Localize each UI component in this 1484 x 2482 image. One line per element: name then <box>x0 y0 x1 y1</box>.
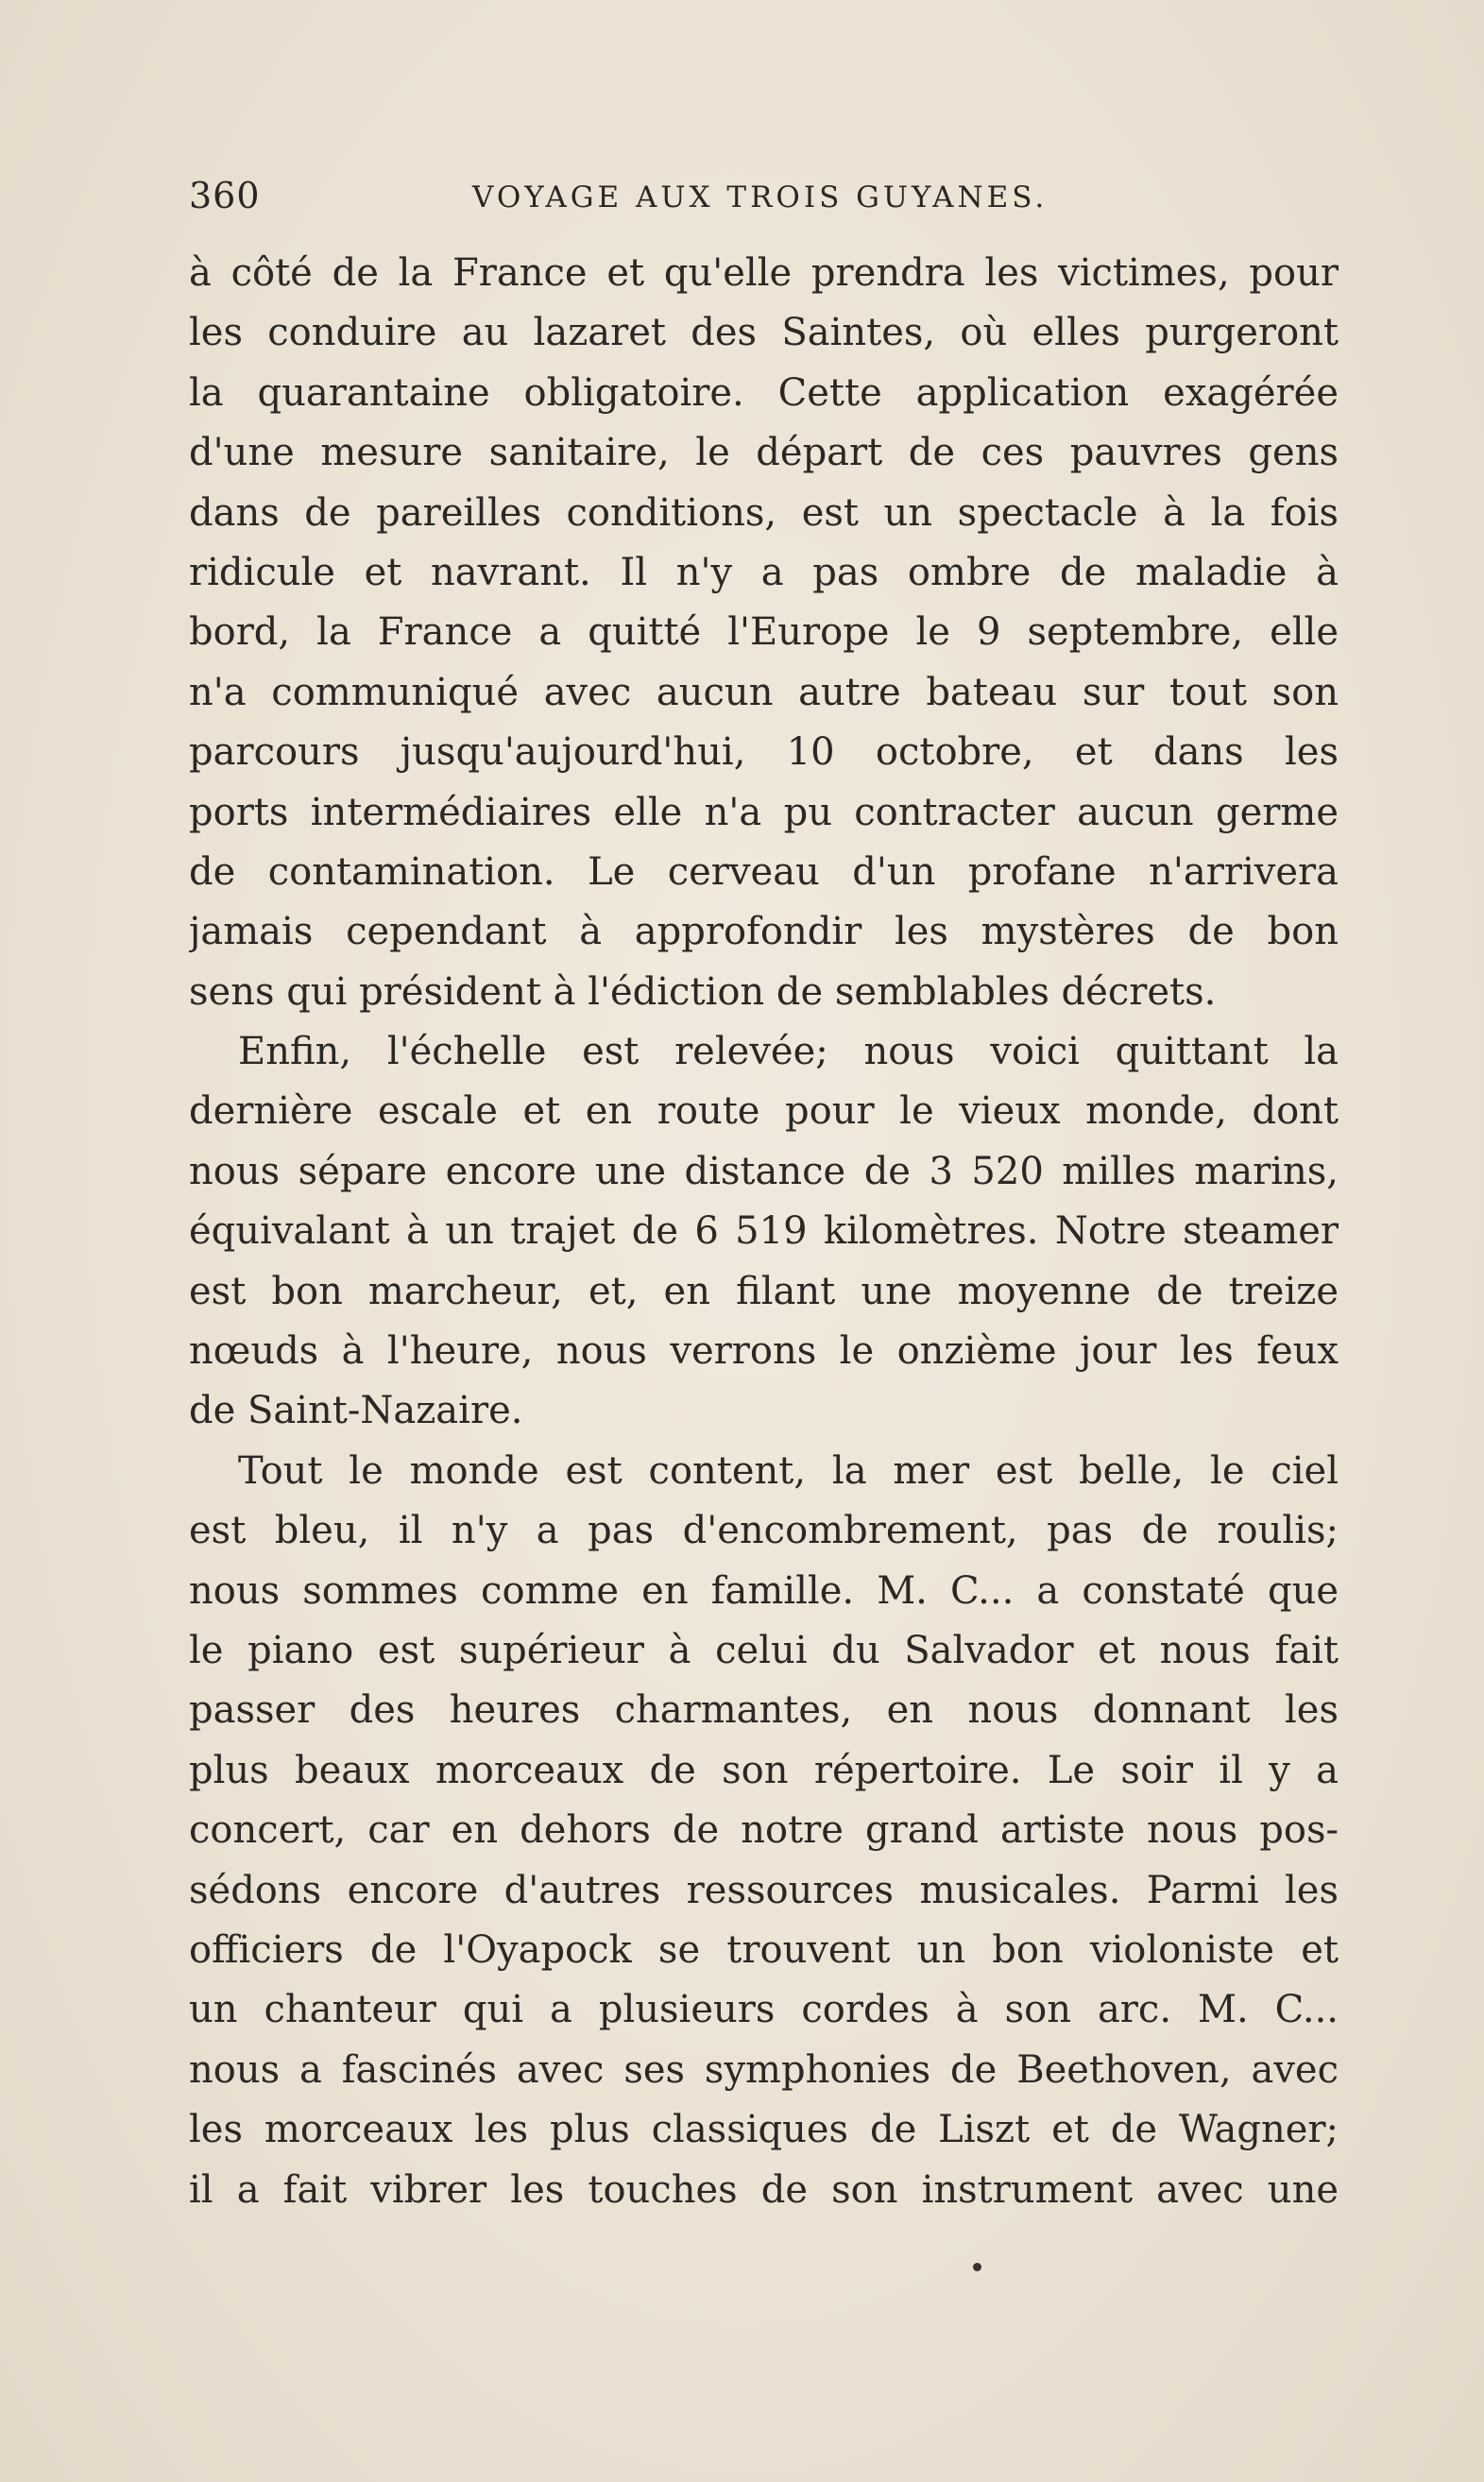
text-line: dans de pareilles conditions, est un spectacle à la fois <box>189 490 1339 535</box>
text-line: ridicule et navrant. Il n'y a pas ombre de maladie à <box>189 550 1339 594</box>
body-text <box>189 244 1339 2220</box>
text-line: parcours jusqu'aujourd'hui, 10 octobre, et dans les <box>189 730 1339 775</box>
text-line: il a fait vibrer les touches de son instrument avec une <box>189 2167 1339 2212</box>
text-line: est bon marcheur, et, en filant une moyenne de treize <box>189 1269 1339 1313</box>
running-title: VOYAGE AUX TROIS GUYANES. <box>472 180 1049 214</box>
text-line: sédons encore d'autres ressources musicales. Parmi les <box>189 1868 1339 1912</box>
text-line: le piano est supérieur à celui du Salvador et nous fait <box>189 1628 1339 1672</box>
text-line: un chanteur qui a plusieurs cordes à son arc. M. C... <box>189 1988 1339 2032</box>
text-line: est bleu, il n'y a pas d'encombrement, pas de roulis; <box>189 1509 1339 1553</box>
text-line: plus beaux morceaux de son répertoire. Le soir il y a <box>189 1748 1339 1792</box>
text-line: nœuds à l'heure, nous verrons le onzième jour les feux <box>189 1329 1339 1374</box>
page-number: 360 <box>189 175 261 216</box>
page-header <box>189 175 1339 231</box>
text-line: Enfin, l'échelle est relevée; nous voici quittant la <box>238 1030 1339 1074</box>
text-line: passer des heures charmantes, en nous donnant les <box>189 1688 1339 1733</box>
text-line: nous sépare encore une distance de 3 520 milles marins, <box>189 1149 1339 1193</box>
text-line: les morceaux les plus classiques de Liszt et de Wagner; <box>189 2108 1339 2152</box>
text-line: de Saint-Nazaire. <box>189 1389 523 1433</box>
text-line: équivalant à un trajet de 6 519 kilomètres. Notre steamer <box>189 1209 1339 1254</box>
text-line: à côté de la France et qu'elle prendra les victimes, pour <box>189 251 1339 295</box>
text-line: la quarantaine obligatoire. Cette application exagérée <box>189 370 1339 415</box>
text-line: concert, car en dehors de notre grand artiste nous pos- <box>189 1808 1339 1853</box>
text-line: sens qui président à l'édiction de semblables décrets. <box>189 969 1217 1014</box>
text-line: d'une mesure sanitaire, le départ de ces pauvres gens <box>189 431 1339 475</box>
text-line: n'a communiqué avec aucun autre bateau sur tout son <box>189 670 1339 714</box>
text-line: dernière escale et en route pour le vieux monde, dont <box>189 1089 1339 1134</box>
text-line: de contamination. Le cerveau d'un profane n'arrivera <box>189 849 1339 894</box>
ink-speck <box>973 2263 981 2271</box>
text-line: Tout le monde est content, la mer est belle, le ciel <box>238 1448 1339 1493</box>
text-line: nous a fascinés avec ses symphonies de Beethoven, avec <box>189 2047 1339 2092</box>
text-line: officiers de l'Oyapock se trouvent un bon violoniste et <box>189 1927 1339 1972</box>
text-line: ports intermédiaires elle n'a pu contracter aucun germe <box>189 790 1339 834</box>
text-line: les conduire au lazaret des Saintes, où elles purgeront <box>189 311 1339 355</box>
text-line: bord, la France a quitté l'Europe le 9 septembre, elle <box>189 610 1339 655</box>
text-line: jamais cependant à approfondir les mystères de bon <box>189 910 1339 954</box>
text-line: nous sommes comme en famille. M. C... a constaté que <box>189 1568 1339 1613</box>
